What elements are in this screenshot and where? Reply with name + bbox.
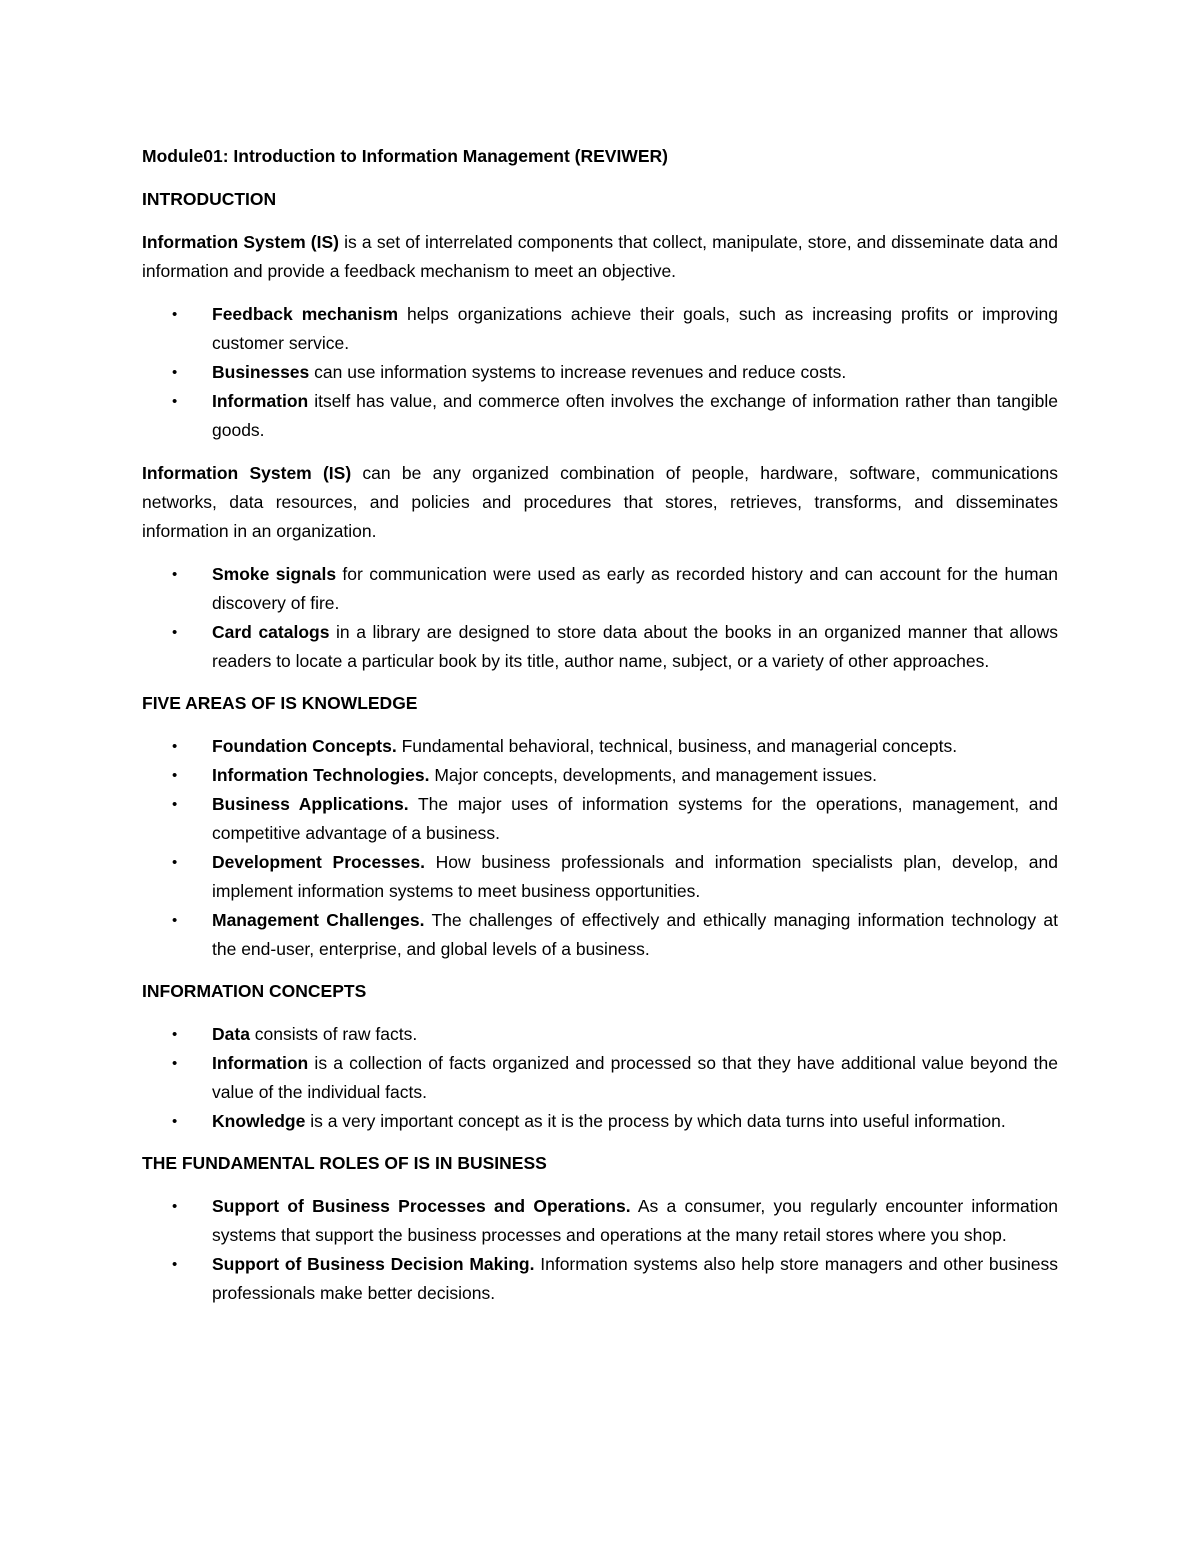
bullet-list-intro-2 <box>142 560 1058 676</box>
document-title: Module01: Introduction to Information Management (REVIWER) <box>142 146 668 166</box>
item-text: How business professionals and information specialists plan, develop, and implement information systems to meet business opportunities. <box>212 852 1059 901</box>
list-item <box>142 1192 1058 1250</box>
bullet-glyph: • <box>172 854 178 871</box>
item-text: Information systems also help store managers and other business professionals make better decisions. <box>212 1254 1058 1303</box>
term: Information System (IS) <box>142 232 339 252</box>
document-body <box>142 143 1058 1322</box>
list-item <box>142 1250 1058 1308</box>
bullet-glyph: • <box>172 364 178 381</box>
term: Knowledge <box>212 1111 306 1131</box>
item-text: for communication were used as early as recorded history and can account for the human discovery of fire. <box>212 564 1058 613</box>
paragraph-is-definition-1 <box>142 228 1058 286</box>
bullet-glyph: • <box>172 767 178 784</box>
list-item <box>142 358 1058 387</box>
list-item <box>142 618 1058 676</box>
term: Business Applications. <box>212 794 409 814</box>
term: Foundation Concepts. <box>212 736 397 756</box>
list-item <box>142 1020 1058 1049</box>
item-text: is a very important concept as it is the process by which data turns into useful information. <box>305 1111 1006 1131</box>
term: Feedback mechanism <box>212 304 398 324</box>
bullet-glyph: • <box>172 1026 178 1043</box>
term: Businesses <box>212 362 310 382</box>
item-text: Major concepts, developments, and management issues. <box>429 765 877 785</box>
section-heading-five-areas: FIVE AREAS OF IS KNOWLEDGE <box>142 693 418 713</box>
bullet-glyph: • <box>172 566 178 583</box>
bullet-glyph: • <box>172 1113 178 1130</box>
section-heading-information-concepts: INFORMATION CONCEPTS <box>142 981 367 1001</box>
term: Data <box>212 1024 250 1044</box>
bullet-glyph: • <box>172 1256 178 1273</box>
paragraph-text: can be any organized combination of people, hardware, software, communications networks, data resources, and policies and procedures that stores, retrieves, transforms, and disseminates information in an organization. <box>142 463 1058 541</box>
bullet-glyph: • <box>172 912 178 929</box>
term: Information <box>212 391 309 411</box>
list-item <box>142 848 1058 906</box>
list-item <box>142 560 1058 618</box>
bullet-glyph: • <box>172 796 178 813</box>
bullet-glyph: • <box>172 738 178 755</box>
item-text: As a consumer, you regularly encounter information systems that support the business processes and operations at the many retail stores where you shop. <box>212 1196 1058 1245</box>
item-text: The major uses of information systems for the operations, management, and competitive advantage of a business. <box>212 794 1058 843</box>
list-item <box>142 300 1058 358</box>
item-text: The challenges of effectively and ethically managing information technology at the end-user, enterprise, and global levels of a business. <box>212 910 1058 959</box>
term: Information Technologies. <box>212 765 430 785</box>
term: Support of Business Decision Making. <box>212 1254 535 1274</box>
bullet-list-information-concepts <box>142 1020 1058 1136</box>
term: Information System (IS) <box>142 463 352 483</box>
list-item <box>142 1049 1058 1107</box>
term: Support of Business Processes and Operations. <box>212 1196 631 1216</box>
bullet-glyph: • <box>172 1198 178 1215</box>
item-text: helps organizations achieve their goals, such as increasing profits or improving customer service. <box>212 304 1058 353</box>
paragraph-is-definition-2 <box>142 459 1058 546</box>
bullet-glyph: • <box>172 1055 178 1072</box>
item-text: Fundamental behavioral, technical, business, and managerial concepts. <box>396 736 958 756</box>
term: Smoke signals <box>212 564 337 584</box>
term: Card catalogs <box>212 622 330 642</box>
item-text: in a library are designed to store data about the books in an organized manner that allows readers to locate a particular book by its title, author name, subject, or a variety of other approaches. <box>212 622 1059 671</box>
paragraph-text: is a set of interrelated components that collect, manipulate, store, and disseminate data and information and provide a feedback mechanism to meet an objective. <box>142 232 1059 281</box>
bullet-glyph: • <box>172 393 178 410</box>
item-text: is a collection of facts organized and processed so that they have additional value beyond the value of the individual facts. <box>212 1053 1058 1102</box>
item-text: can use information systems to increase revenues and reduce costs. <box>309 362 847 382</box>
term: Information <box>212 1053 309 1073</box>
list-item <box>142 1107 1058 1136</box>
section-heading-fundamental-roles: THE FUNDAMENTAL ROLES OF IS IN BUSINESS <box>142 1153 547 1173</box>
bullet-glyph: • <box>172 306 178 323</box>
term: Management Challenges. <box>212 910 425 930</box>
list-item <box>142 732 1058 761</box>
list-item <box>142 906 1058 964</box>
bullet-glyph: • <box>172 624 178 641</box>
section-heading-introduction: INTRODUCTION <box>142 189 277 209</box>
list-item <box>142 761 1058 790</box>
bullet-list-fundamental-roles <box>142 1192 1058 1308</box>
term: Development Processes. <box>212 852 425 872</box>
item-text: itself has value, and commerce often involves the exchange of information rather than tangible goods. <box>212 391 1058 440</box>
item-text: consists of raw facts. <box>249 1024 418 1044</box>
list-item <box>142 790 1058 848</box>
bullet-list-intro-1 <box>142 300 1058 445</box>
bullet-list-five-areas <box>142 732 1058 964</box>
list-item <box>142 387 1058 445</box>
